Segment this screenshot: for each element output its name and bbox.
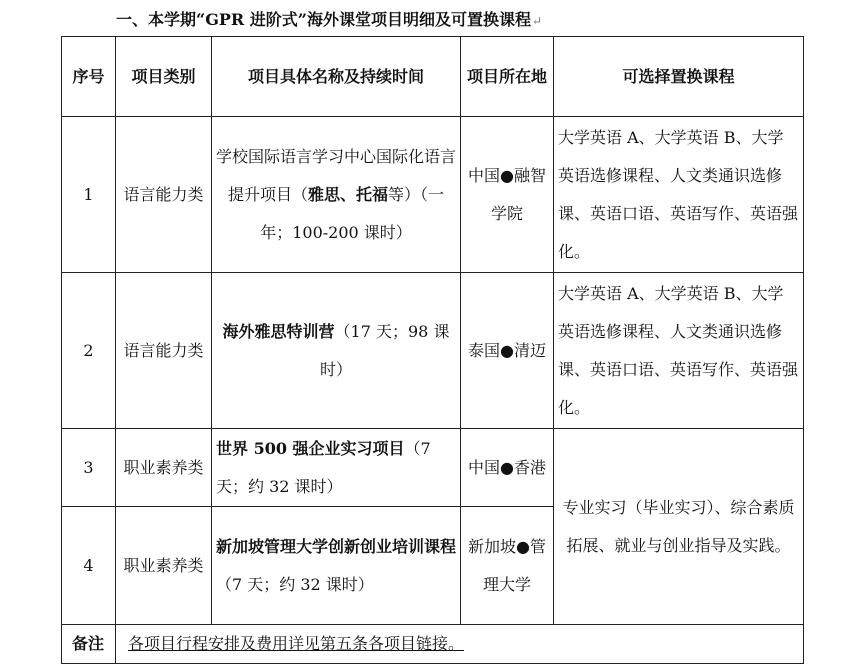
row-no: 2: [62, 273, 116, 429]
project-table: [61, 36, 804, 664]
row-name: [212, 117, 461, 273]
note-label: 备注: [62, 625, 116, 664]
row-name: [212, 507, 461, 625]
header-location: 项目所在地: [461, 37, 554, 117]
row-category: 语言能力类: [116, 273, 212, 429]
row-name-bold: 海外雅思特训营: [222, 321, 335, 341]
shared-courses: 专业实习（毕业实习）、综合素质拓展、就业与创业指导及实践。: [554, 429, 804, 625]
row-name-plain-2: 等）（一年；100-200 课时）: [260, 184, 445, 242]
table-header-row: [62, 37, 804, 117]
paragraph-mark-icon: ↵: [531, 14, 543, 28]
header-name: 项目具体名称及持续时间: [212, 37, 461, 117]
note-text: 各项目行程安排及费用详见第五条各项目链接。: [116, 625, 804, 664]
row-no: 3: [62, 429, 116, 507]
row-name-plain: （7 天；约 32 课时）: [216, 574, 374, 594]
row-name-plain: （17 天；98 课时）: [319, 321, 450, 379]
note-row: [62, 625, 804, 664]
row-location: 中国●融智学院: [461, 117, 554, 273]
row-name-bold: 雅思、托福: [307, 184, 388, 204]
row-name: [212, 273, 461, 429]
row-name-bold: 世界 500 强企业实习项目: [216, 438, 405, 458]
table-row: [62, 117, 804, 273]
row-courses: 大学英语 A、大学英语 B、大学英语选修课程、人文类通识选修课、英语口语、英语写作、英语强化。: [554, 273, 804, 429]
section-heading: [116, 7, 542, 30]
row-category: 语言能力类: [116, 117, 212, 273]
row-name-plain: 学校国际语言学习中心国际化语言提升项目（: [216, 146, 457, 204]
row-category: 职业素养类: [116, 429, 212, 507]
row-no: 4: [62, 507, 116, 625]
row-courses: 大学英语 A、大学英语 B、大学英语选修课程、人文类通识选修课、英语口语、英语写作、英语强化。: [554, 117, 804, 273]
header-no: 序号: [62, 37, 116, 117]
header-category: 项目类别: [116, 37, 212, 117]
table-row: [62, 429, 804, 507]
row-location: 中国●香港: [461, 429, 554, 507]
section-heading-text: 一、本学期“GPR 进阶式”海外课堂项目明细及可置换课程: [116, 10, 531, 29]
row-name-plain: （7 天；约 32 课时）: [216, 438, 431, 496]
header-courses: 可选择置换课程: [554, 37, 804, 117]
row-name: [212, 429, 461, 507]
row-category: 职业素养类: [116, 507, 212, 625]
row-name-bold: 新加坡管理大学创新创业培训课程: [216, 536, 457, 556]
table-row: [62, 273, 804, 429]
row-no: 1: [62, 117, 116, 273]
row-location: 新加坡●管理大学: [461, 507, 554, 625]
row-location: 泰国●清迈: [461, 273, 554, 429]
